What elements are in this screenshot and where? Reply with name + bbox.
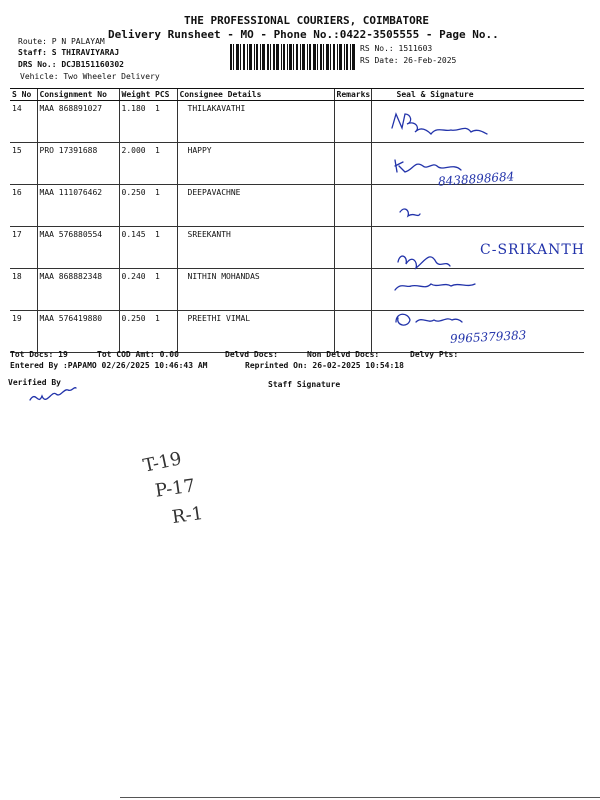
row-consignment: MAA 868882348 [37, 269, 119, 311]
row-pcs: 1 [153, 185, 177, 227]
table-row [10, 269, 584, 311]
row-pcs: 1 [153, 269, 177, 311]
runsheet-table [10, 88, 584, 353]
row-signature [371, 101, 584, 143]
row-sno: 17 [10, 227, 37, 269]
col-consignee: Consignee Details [177, 89, 334, 101]
page-bottom-rule [120, 797, 600, 798]
row-sno: 15 [10, 143, 37, 185]
rs-date: RS Date: 26-Feb-2025 [360, 56, 457, 65]
non-delivered-docs: Non Delvd Docs: [307, 350, 380, 359]
row-sno: 19 [10, 311, 37, 353]
row-weight: 1.180 [119, 101, 153, 143]
row-consignee: PREETHI VIMAL [177, 311, 334, 353]
delivery-points: Delvy Pts: [410, 350, 459, 359]
route-label: Route: P N PALAYAM [18, 37, 105, 46]
staff-label: Staff: S THIRAVIYARAJ [18, 48, 120, 57]
row-weight: 0.240 [119, 269, 153, 311]
row-weight: 0.250 [119, 185, 153, 227]
row-consignee: DEEPAVACHNE [177, 185, 334, 227]
runsheet-subtitle: Delivery Runsheet - MO - Phone No.:0422-3505555 - Page No.. [108, 28, 499, 41]
row-sno: 16 [10, 185, 37, 227]
row-weight: 2.000 [119, 143, 153, 185]
col-consignment: Consignment No [37, 89, 119, 101]
row-consignee: NITHIN MOHANDAS [177, 269, 334, 311]
drs-number: DRS No.: DCJB151160302 [18, 60, 124, 69]
reprinted-on: Reprinted On: 26-02-2025 10:54:18 [245, 361, 404, 370]
row-weight: 0.250 [119, 311, 153, 353]
col-sno: S No [10, 89, 37, 101]
row-sno: 18 [10, 269, 37, 311]
col-signature: Seal & Signature [371, 89, 584, 101]
company-name: THE PROFESSIONAL COURIERS, COIMBATORE [184, 14, 430, 27]
handwritten-phone-row19: 9965379383 [449, 328, 527, 346]
row-remarks [334, 311, 371, 353]
row-consignee: SREEKANTH [177, 227, 334, 269]
row-signature [371, 185, 584, 227]
row-consignee: THILAKAVATHI [177, 101, 334, 143]
handwritten-name-row17: C-SRIKANTH [480, 242, 585, 258]
row-remarks [334, 227, 371, 269]
total-docs: Tot Docs: 19 [10, 350, 68, 359]
margin-note-returned: R-1 [170, 502, 205, 529]
handwritten-phone-row15: 8438898684 [437, 169, 515, 189]
rs-number: RS No.: 1511603 [360, 44, 433, 53]
margin-note-total: T-19 [141, 448, 184, 477]
row-weight: 0.145 [119, 227, 153, 269]
total-cod-amount: Tot COD Amt: 0.00 [97, 350, 179, 359]
row-remarks [334, 269, 371, 311]
row-pcs: 1 [153, 227, 177, 269]
row-remarks [334, 185, 371, 227]
row-pcs: 1 [153, 101, 177, 143]
row-pcs: 1 [153, 311, 177, 353]
margin-note-pending: P-17 [153, 475, 197, 502]
row-signature [371, 269, 584, 311]
vehicle-label: Vehicle: Two Wheeler Delivery [20, 72, 160, 81]
row-consignment: MAA 576880554 [37, 227, 119, 269]
col-remarks: Remarks [334, 89, 371, 101]
table-row [10, 101, 584, 143]
row-consignment: MAA 111076462 [37, 185, 119, 227]
staff-signature-label: Staff Signature [268, 380, 341, 389]
verified-scribble [30, 388, 76, 400]
row-consignment: MAA 868891027 [37, 101, 119, 143]
verified-by: Verified By [8, 378, 61, 387]
barcode-image [230, 44, 355, 70]
delivered-docs: Delvd Docs: [225, 350, 278, 359]
row-remarks [334, 143, 371, 185]
row-consignment: PRO 17391688 [37, 143, 119, 185]
row-remarks [334, 101, 371, 143]
table-row [10, 185, 584, 227]
col-pcs: PCS [153, 89, 177, 101]
row-consignment: MAA 576419880 [37, 311, 119, 353]
table-header-row [10, 89, 584, 101]
col-weight: Weight [119, 89, 153, 101]
entered-by: Entered By :PAPAMO 02/26/2025 10:46:43 AM [10, 361, 208, 370]
row-consignee: HAPPY [177, 143, 334, 185]
row-pcs: 1 [153, 143, 177, 185]
row-sno: 14 [10, 101, 37, 143]
